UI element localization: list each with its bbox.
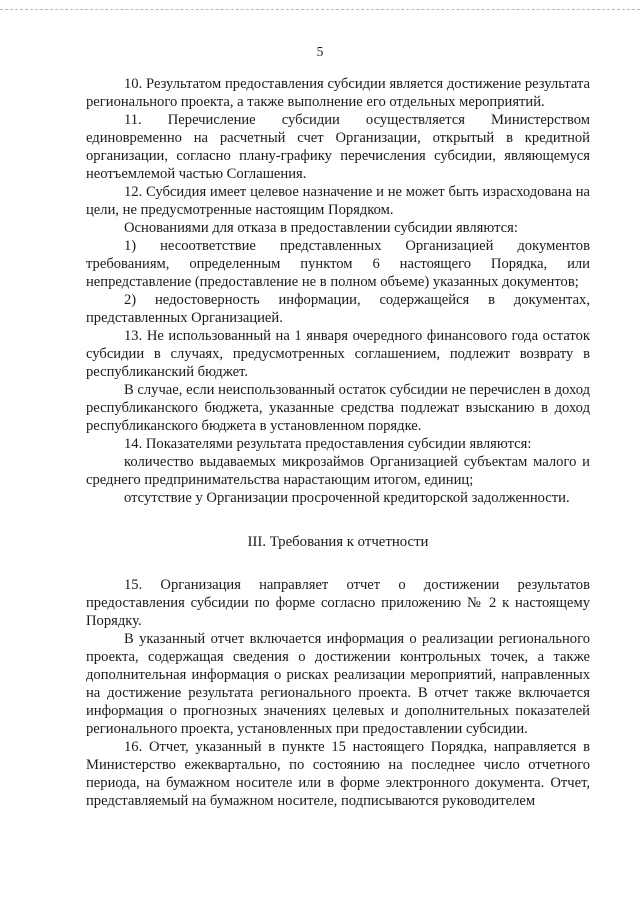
paragraph-16: 16. Отчет, указанный в пункте 15 настоящего Порядка, направляется в Министерство ежеквартально, по состоянию на последнее число отчетного периода, на бумажном носителе или в форме электронного документа. Отчет, представляемый на бумажном носителе, подписываются руководителем [86, 739, 590, 809]
paragraph-14-indicator-2: отсутствие у Организации просроченной кредиторской задолженности. [124, 490, 570, 506]
paragraph-11: 11. Перечисление субсидии осуществляется Министерством единовременно на расчетный счет Организации, открытый в кредитной организации, согласно плану-графику перечисления субсидии, являющемуся неотъемлемой частью Соглашения. [86, 112, 590, 182]
paragraph-13-continued: В случае, если неиспользованный остаток субсидии не перечислен в доход республиканского бюджета, указанные средства подлежат взысканию в доход республиканского бюджета в установленном порядке. [86, 382, 590, 434]
paragraph-refusal-item-1: 1) несоответствие представленных Организацией документов требованиям, определенным пунктом 6 настоящего Порядка, или непредставление (предоставление не в полном объеме) указанных документов; [86, 238, 590, 290]
paragraph-12: 12. Субсидия имеет целевое назначение и не может быть израсходована на цели, не предусмотренные настоящим Порядком. [86, 184, 590, 218]
paragraph-14-indicator-1: количество выдаваемых микрозаймов Организацией субъектам малого и среднего предпринимательства нарастающим итогом, единиц; [86, 454, 590, 488]
paragraph-15-continued: В указанный отчет включается информация о реализации регионального проекта, содержащая сведения о достижении контрольных точек, а также дополнительная информация о рисках реализации мероприятий, направленных на достижение результата регионального проекта. В отчет также включается информация о прогнозных значениях целевых и дополнительных показателей регионального проекта, установленных при предоставлении субсидии. [86, 631, 590, 737]
paragraph-refusal-item-2: 2) недостоверность информации, содержащейся в документах, представленных Организацией. [86, 292, 590, 326]
paragraph-15: 15. Организация направляет отчет о достижении результатов предоставления субсидии по форме согласно приложению № 2 к настоящему Порядку. [86, 577, 590, 629]
document-body [86, 75, 590, 810]
page-number: 5 [316, 44, 324, 59]
section-heading: III. Требования к отчетности [247, 534, 429, 550]
paragraph-14: 14. Показателями результата предоставления субсидии являются: [124, 436, 532, 452]
paragraph-10: 10. Результатом предоставления субсидии является достижение результата регионального проекта, а также выполнение его отдельных мероприятий. [86, 76, 590, 110]
top-scan-rule [0, 9, 640, 10]
paragraph-refusal-grounds: Основаниями для отказа в предоставлении субсидии являются: [124, 220, 518, 236]
paragraph-13: 13. Не использованный на 1 января очередного финансового года остаток субсидии в случаях, предусмотренных соглашением, подлежит возврату в республиканский бюджет. [86, 328, 590, 380]
